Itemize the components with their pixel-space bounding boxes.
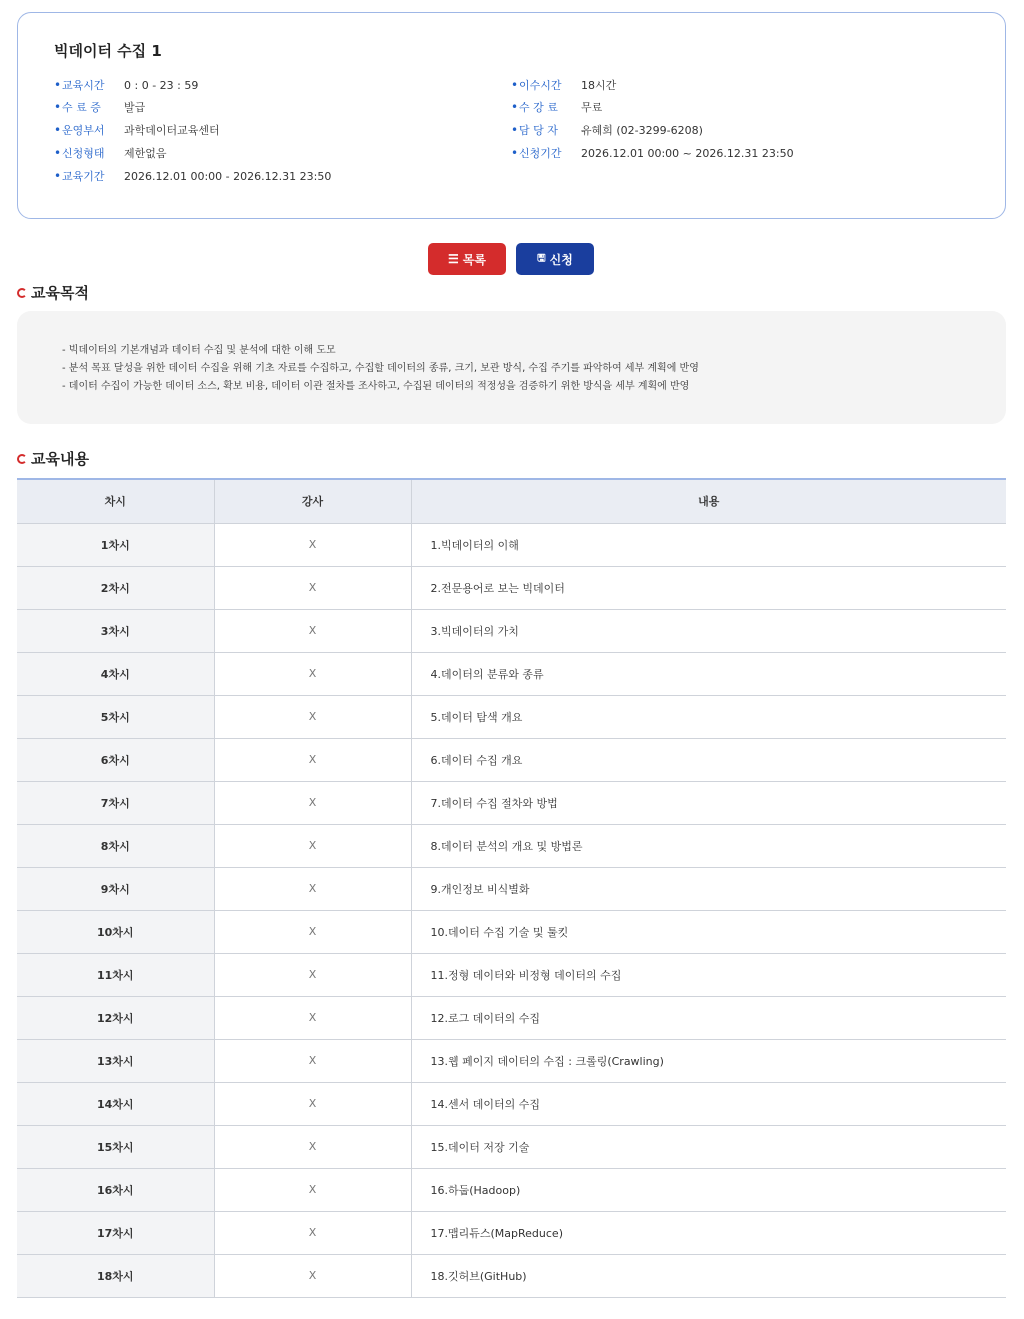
content-cell: 5.데이터 탐색 개요 [411,695,1006,738]
info-label: 신청기간 [519,147,562,160]
info-value: 0 : 0 - 23 : 59 [124,78,199,92]
table-row [17,910,1006,953]
header-session: 차시 [17,479,214,523]
info-department [54,120,220,140]
curriculum-table [17,478,1006,1298]
teacher-cell: X [214,824,411,867]
bullet-icon: • [511,100,519,114]
bullet-icon: • [54,78,62,92]
teacher-cell: X [214,1254,411,1297]
session-cell: 11차시 [17,953,214,996]
session-cell: 3차시 [17,609,214,652]
session-cell: 6차시 [17,738,214,781]
session-cell: 2차시 [17,566,214,609]
info-value: 2026.12.01 00:00 ~ 2026.12.31 23:50 [581,146,794,160]
session-cell: 14차시 [17,1082,214,1125]
teacher-cell: X [214,1039,411,1082]
info-value: 유혜희 (02-3299-6208) [581,124,703,137]
info-value: 무료 [581,101,603,114]
apply-button-label: 신청 [549,252,573,267]
content-cell: 18.깃허브(GitHub) [411,1254,1006,1297]
table-row [17,1211,1006,1254]
bullet-icon: • [54,169,62,183]
table-row [17,824,1006,867]
session-cell: 10차시 [17,910,214,953]
info-fee [511,97,602,117]
info-label: 교육시간 [62,79,105,92]
purpose-section-title [17,282,89,303]
info-label: 수 료 증 [62,101,101,114]
table-header-row [17,479,1006,523]
info-education-time [54,75,198,95]
teacher-cell: X [214,738,411,781]
teacher-cell: X [214,609,411,652]
session-cell: 12차시 [17,996,214,1039]
table-row [17,1082,1006,1125]
list-button[interactable] [428,243,506,275]
content-cell: 17.맵리듀스(MapReduce) [411,1211,1006,1254]
table-row [17,1125,1006,1168]
teacher-cell: X [214,652,411,695]
content-cell: 6.데이터 수집 개요 [411,738,1006,781]
apply-button[interactable] [516,243,594,275]
info-manager [511,120,703,140]
bullet-icon: • [54,123,62,137]
info-apply-period [511,143,794,163]
save-icon: 🖫 [537,252,546,264]
purpose-line: - 분석 목표 달성을 위한 데이터 수집을 위해 기초 자료를 수집하고, 수집할 데이터의 종류, 크기, 보관 방식, 수집 주기를 파악하여 세부 계획에 반영 [62,363,699,374]
info-label: 교육기간 [62,170,105,183]
content-cell: 8.데이터 분석의 개요 및 방법론 [411,824,1006,867]
table-row [17,953,1006,996]
info-value: 2026.12.01 00:00 - 2026.12.31 23:50 [124,169,332,183]
info-value: 과학데이터교육센터 [124,124,220,137]
content-section-title [17,448,89,469]
content-cell: 11.정형 데이터와 비정형 데이터의 수집 [411,953,1006,996]
bullet-icon: • [54,100,62,114]
teacher-cell: X [214,523,411,566]
table-row [17,695,1006,738]
content-cell: 14.센서 데이터의 수집 [411,1082,1006,1125]
teacher-cell: X [214,1082,411,1125]
session-cell: 17차시 [17,1211,214,1254]
teacher-cell: X [214,996,411,1039]
content-cell: 12.로그 데이터의 수집 [411,996,1006,1039]
session-cell: 5차시 [17,695,214,738]
teacher-cell: X [214,1211,411,1254]
info-label: 이수시간 [519,79,562,92]
info-certificate [54,97,145,117]
content-cell: 10.데이터 수집 기술 및 툴킷 [411,910,1006,953]
session-cell: 18차시 [17,1254,214,1297]
purpose-title-text: 교육목적 [31,284,89,302]
session-cell: 1차시 [17,523,214,566]
teacher-cell: X [214,910,411,953]
info-value: 18시간 [581,79,617,92]
teacher-cell: X [214,953,411,996]
info-apply-type [54,143,167,163]
teacher-cell: X [214,1125,411,1168]
info-education-period [54,166,331,186]
content-cell: 16.하둡(Hadoop) [411,1168,1006,1211]
table-row [17,609,1006,652]
content-cell: 13.웹 페이지 데이터의 수집 : 크롤링(Crawling) [411,1039,1006,1082]
section-circle-icon [17,288,27,298]
teacher-cell: X [214,566,411,609]
table-row [17,996,1006,1039]
list-icon: ☰ [448,252,459,266]
content-cell: 1.빅데이터의 이해 [411,523,1006,566]
header-teacher: 강사 [214,479,411,523]
session-cell: 15차시 [17,1125,214,1168]
section-circle-icon [17,454,27,464]
bullet-icon: • [511,78,519,92]
info-label: 담 당 자 [519,124,558,137]
purpose-line: - 데이터 수집이 가능한 데이터 소스, 확보 비용, 데이터 이관 절차를 조사하고, 수집된 데이터의 적정성을 검증하기 위한 방식을 세부 계획에 반영 [62,381,690,392]
table-row [17,566,1006,609]
session-cell: 16차시 [17,1168,214,1211]
content-cell: 15.데이터 저장 기술 [411,1125,1006,1168]
list-button-label: 목록 [462,252,486,267]
session-cell: 4차시 [17,652,214,695]
session-cell: 7차시 [17,781,214,824]
info-completion-hours [511,75,616,95]
teacher-cell: X [214,695,411,738]
teacher-cell: X [214,781,411,824]
session-cell: 9차시 [17,867,214,910]
content-title-text: 교육내용 [31,450,89,468]
info-label: 운영부서 [62,124,105,137]
table-row [17,867,1006,910]
table-row [17,1039,1006,1082]
session-cell: 13차시 [17,1039,214,1082]
info-label: 수 강 료 [519,101,558,114]
content-cell: 2.전문용어로 보는 빅데이터 [411,566,1006,609]
table-row [17,1254,1006,1297]
session-cell: 8차시 [17,824,214,867]
table-row [17,738,1006,781]
teacher-cell: X [214,1168,411,1211]
content-cell: 7.데이터 수집 절차와 방법 [411,781,1006,824]
purpose-line: - 빅데이터의 기본개념과 데이터 수집 및 분석에 대한 이해 도모 [62,345,336,356]
table-row [17,781,1006,824]
content-cell: 4.데이터의 분류와 종류 [411,652,1006,695]
header-content: 내용 [411,479,1006,523]
table-row [17,523,1006,566]
bullet-icon: • [511,146,519,160]
info-label: 신청형태 [62,147,105,160]
bullet-icon: • [511,123,519,137]
info-value: 제한없음 [124,147,167,160]
course-title: 빅데이터 수집 1 [54,42,162,60]
content-cell: 3.빅데이터의 가치 [411,609,1006,652]
content-cell: 9.개인정보 비식별화 [411,867,1006,910]
bullet-icon: • [54,146,62,160]
info-value: 발급 [124,101,146,114]
table-row [17,652,1006,695]
table-row [17,1168,1006,1211]
teacher-cell: X [214,867,411,910]
